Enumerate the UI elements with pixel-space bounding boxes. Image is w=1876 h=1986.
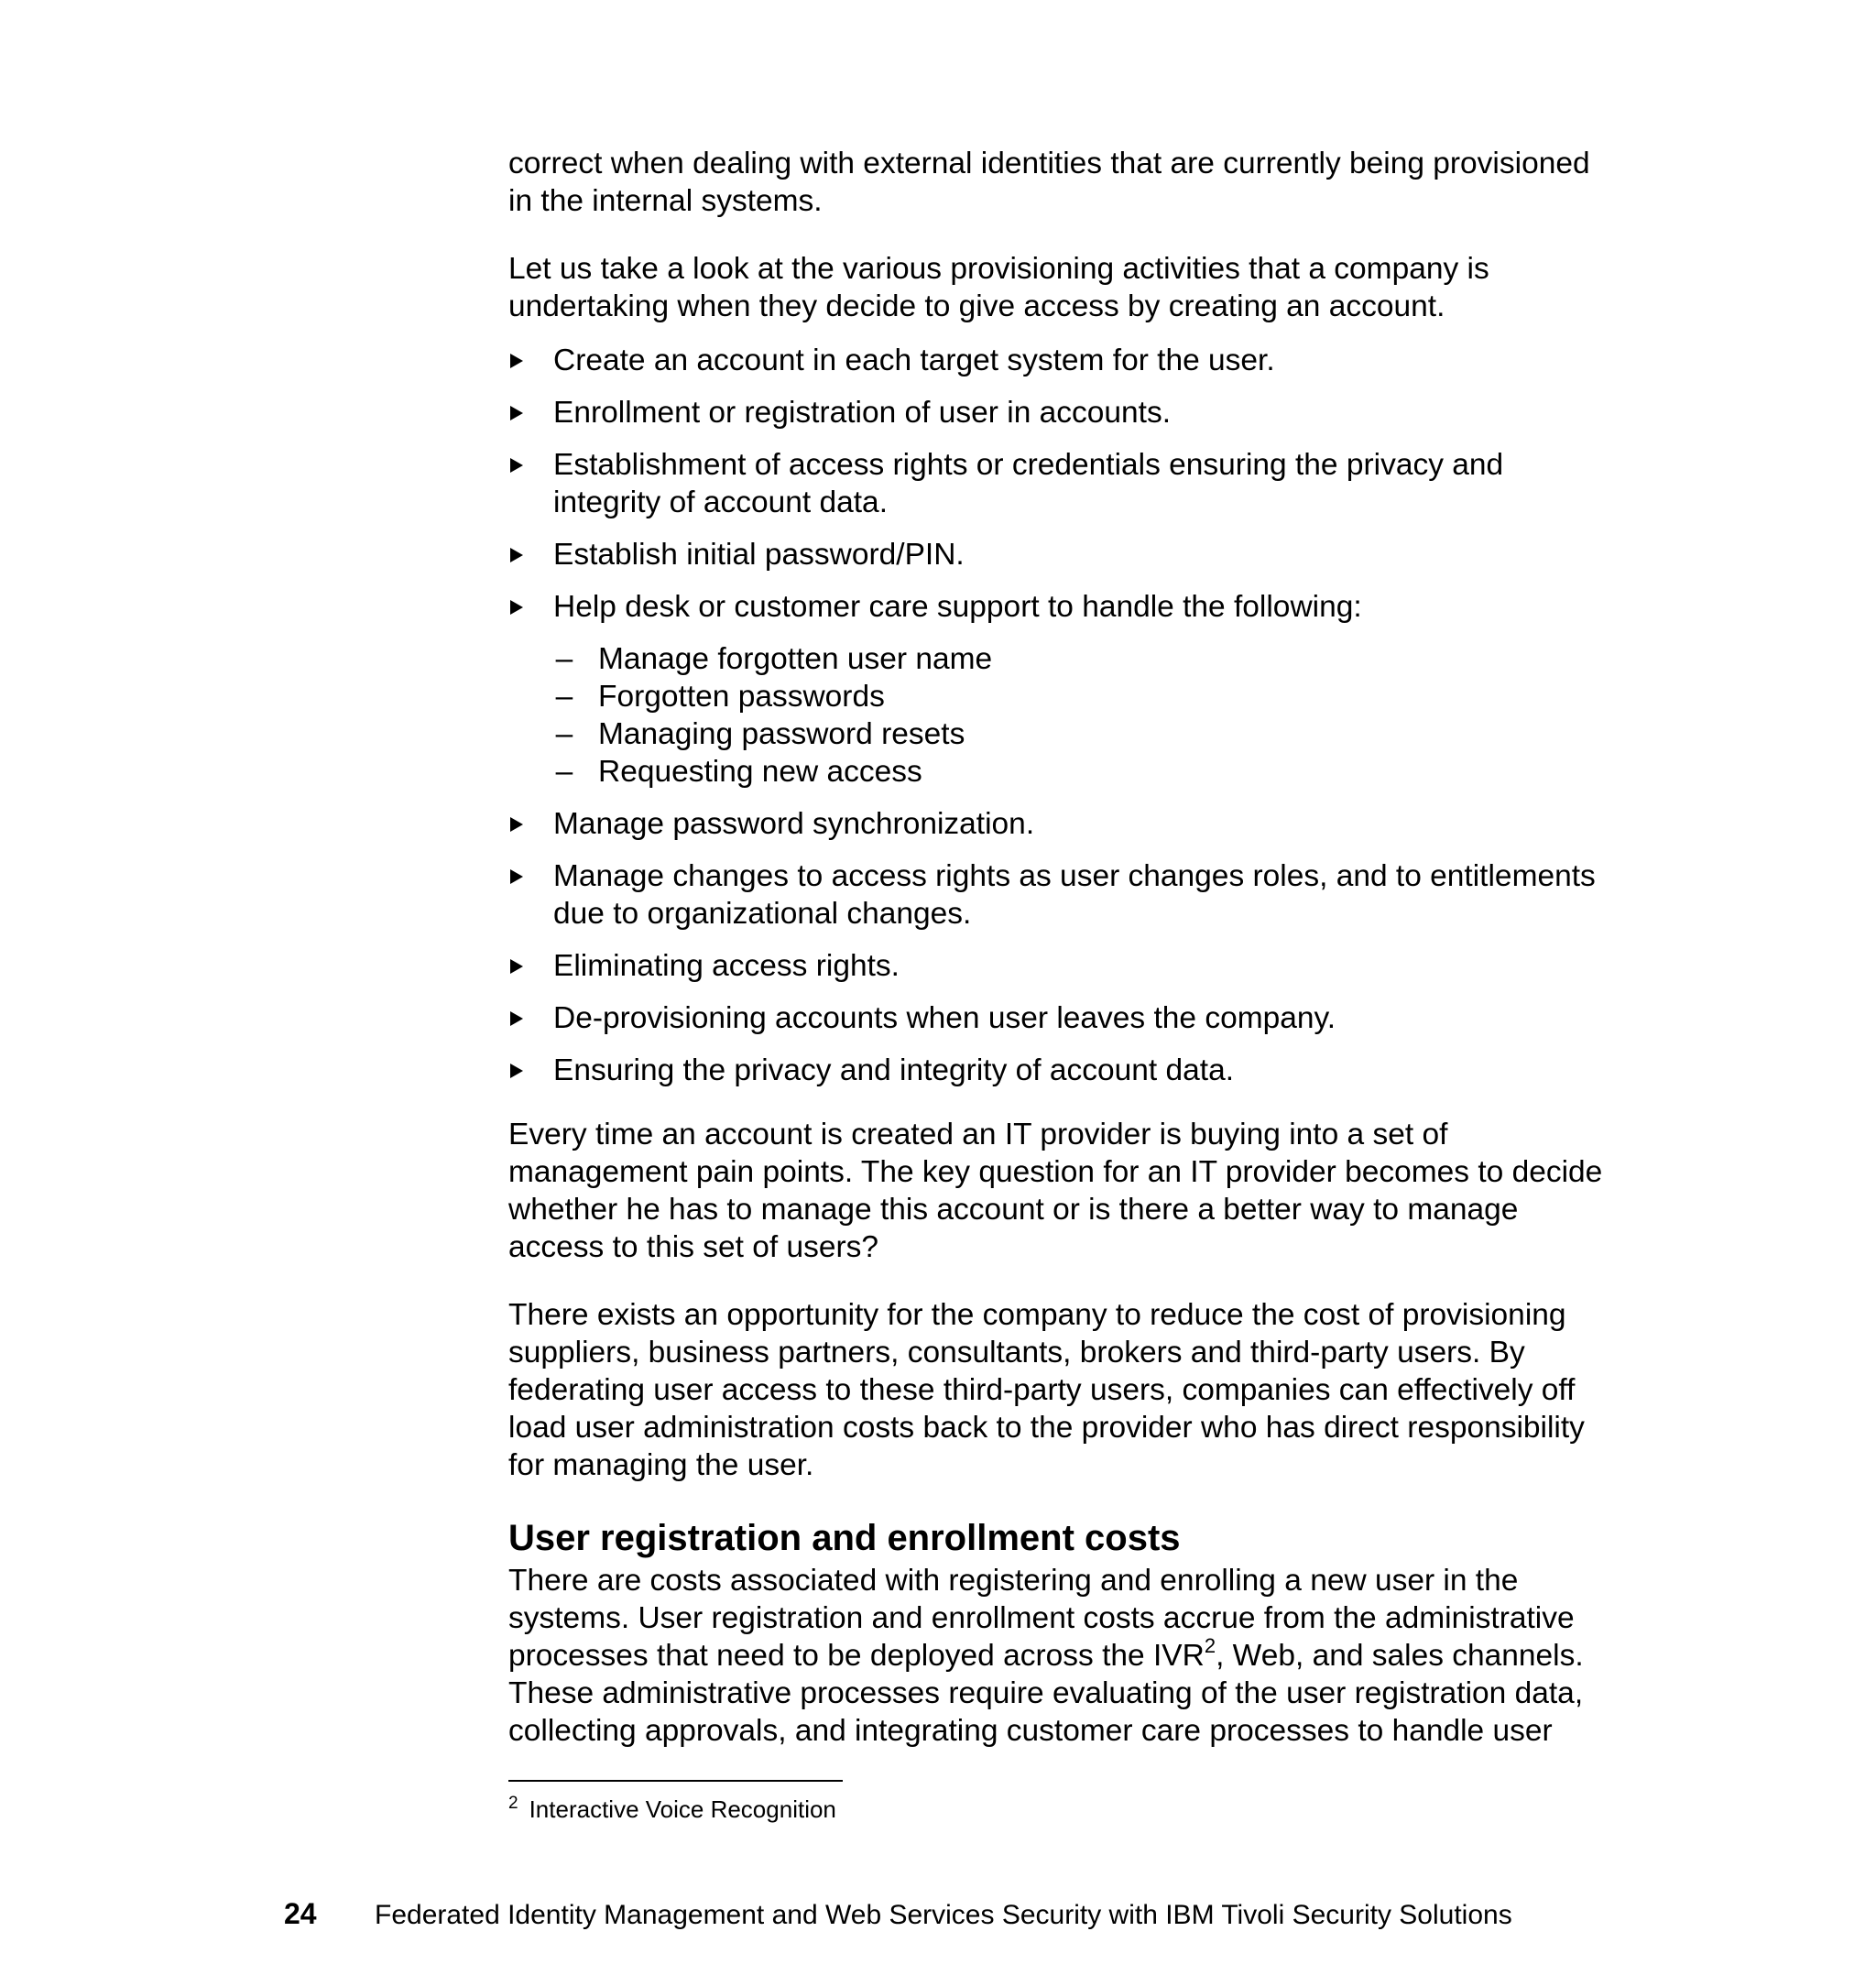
- list-item: [508, 342, 1608, 379]
- bullet-triangle-icon: [510, 999, 523, 1037]
- list-item-text: Establish initial password/PIN.: [553, 538, 965, 572]
- book-title: Federated Identity Management and Web Services Security with IBM Tivoli Security Solutions: [375, 1900, 1512, 1930]
- bullet-triangle-icon: [510, 446, 523, 484]
- list-item: [508, 446, 1608, 521]
- list-item-text: Establishment of access rights or credentials ensuring the privacy and integrity of account data.: [553, 448, 1504, 519]
- sub-list-item-text: Forgotten passwords: [598, 680, 885, 714]
- bullet-triangle-icon: [510, 1052, 523, 1089]
- list-item: [508, 999, 1608, 1037]
- list-item: [508, 1052, 1608, 1089]
- dash-marker: –: [555, 717, 573, 751]
- footnote-reference[interactable]: 2: [1204, 1634, 1216, 1657]
- list-item-text: Manage changes to access rights as user changes roles, and to entitlements due to organizational changes.: [553, 859, 1596, 931]
- list-item: [508, 805, 1608, 843]
- dash-marker: –: [555, 680, 573, 714]
- bullet-triangle-icon: [510, 342, 523, 379]
- bullet-triangle-icon: [510, 394, 523, 431]
- footnote-number: 2: [508, 1794, 518, 1813]
- page-number: 24: [284, 1897, 317, 1930]
- sub-list-item-text: Managing password resets: [598, 717, 965, 751]
- list-item-text: Enrollment or registration of user in accounts.: [553, 396, 1172, 430]
- sub-list-item: [553, 640, 1608, 678]
- body-text: [508, 145, 1608, 1750]
- bullet-triangle-icon: [510, 588, 523, 626]
- list-item: [508, 394, 1608, 431]
- list-item-text: Eliminating access rights.: [553, 949, 900, 983]
- footnote-text: Interactive Voice Recognition: [529, 1795, 836, 1823]
- footnote-divider: [508, 1780, 843, 1782]
- page-footer: [284, 1896, 1512, 1933]
- list-item-text: Create an account in each target system for the user.: [553, 344, 1275, 377]
- paragraph: There exists an opportunity for the company to reduce the cost of provisioning suppliers, business partners, consultants, brokers and third-party users. By federating user access to these third-party users, companies can effectively off load user administration costs back to the provider who has direct responsibility for managing the user.: [508, 1298, 1585, 1482]
- provisioning-activities-list: [508, 342, 1608, 1089]
- list-item-text: De-provisioning accounts when user leaves the company.: [553, 1001, 1336, 1035]
- paragraph: Let us take a look at the various provisioning activities that a company is undertaking when they decide to give access by creating an account.: [508, 252, 1489, 323]
- bullet-triangle-icon: [510, 857, 523, 895]
- bullet-triangle-icon: [510, 536, 523, 573]
- help-desk-sublist: [553, 640, 1608, 791]
- section-text-part: There are costs associated with registering and enrolling a new user in the systems. User registration and enrollment costs accrue from the administrative processes that need to be deployed across the IVR: [508, 1564, 1575, 1673]
- section-heading: User registration and enrollment costs: [508, 1518, 1181, 1558]
- list-item-text: Help desk or customer care support to handle the following:: [553, 590, 1362, 624]
- list-item-text: Ensuring the privacy and integrity of account data.: [553, 1053, 1235, 1087]
- sub-list-item-text: Manage forgotten user name: [598, 642, 993, 676]
- dash-marker: –: [555, 755, 573, 789]
- dash-marker: –: [555, 642, 573, 676]
- sub-list-item: [553, 753, 1608, 791]
- list-item-text: Manage password synchronization.: [553, 807, 1035, 841]
- sub-list-item: [553, 715, 1608, 753]
- sub-list-item: [553, 678, 1608, 715]
- list-item: [508, 588, 1608, 791]
- list-item: [508, 947, 1608, 985]
- footnote: [508, 1789, 836, 1824]
- section-paragraph: [508, 1562, 1608, 1750]
- sub-list-item-text: Requesting new access: [598, 755, 922, 789]
- list-item: [508, 536, 1608, 573]
- paragraph: Every time an account is created an IT provider is buying into a set of management pain points. The key question for an IT provider becomes to decide whether he has to manage this account or is there a better way to manage access to this set of users?: [508, 1118, 1603, 1264]
- list-item: [508, 857, 1608, 933]
- section-text-part: , Web, and sales channels. These administrative processes require evaluating of the user registration data, collecting approvals, and integrating customer care processes to handle user: [508, 1639, 1584, 1748]
- paragraph: correct when dealing with external identities that are currently being provisioned in the internal systems.: [508, 147, 1590, 218]
- bullet-triangle-icon: [510, 805, 523, 843]
- bullet-triangle-icon: [510, 947, 523, 985]
